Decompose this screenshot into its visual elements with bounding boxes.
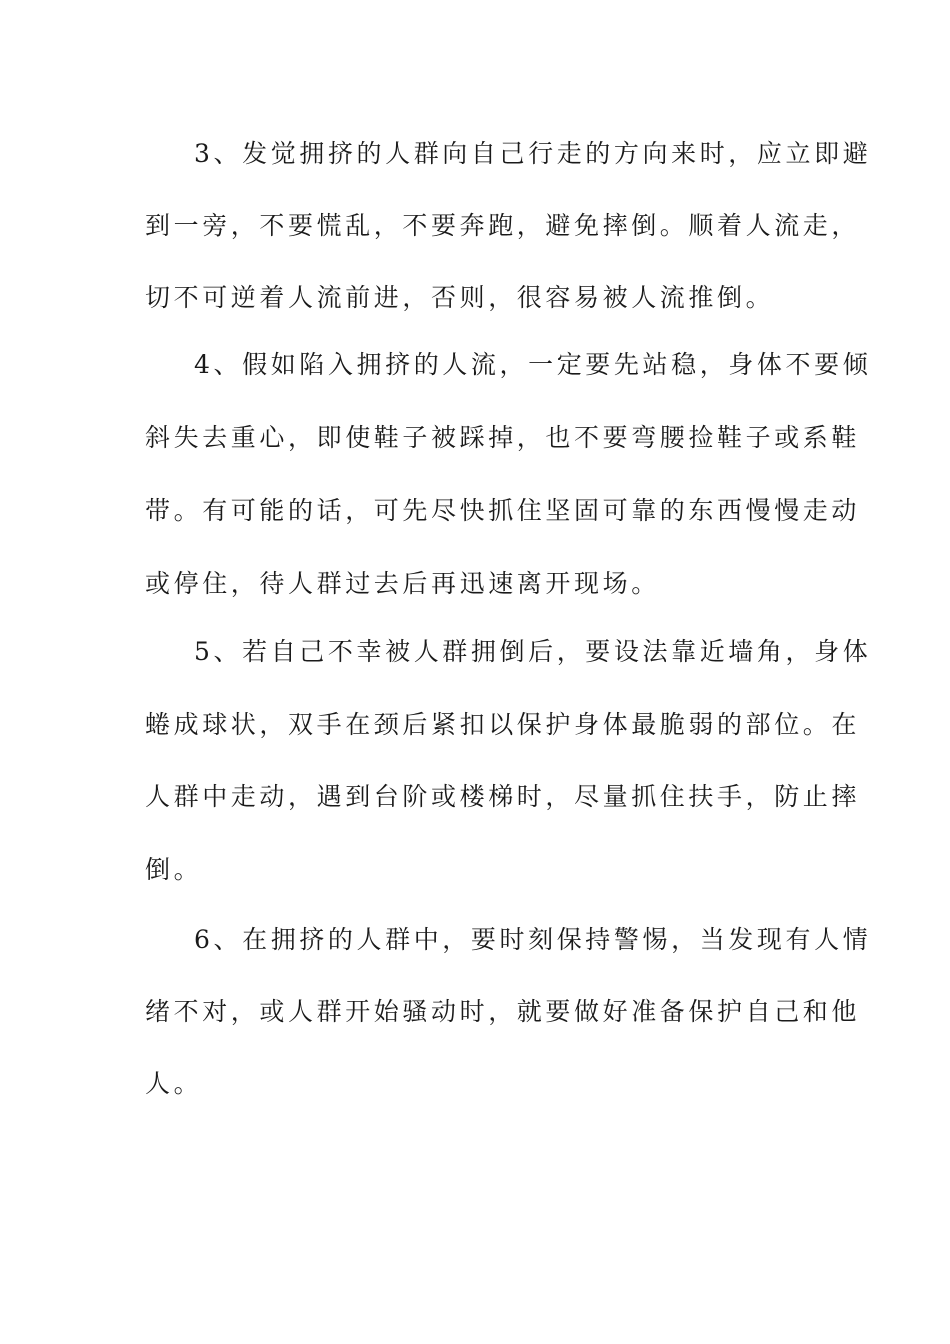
paragraph-6-line-1: 6、在拥挤的人群中，要时刻保持警惕，当发现有人情: [194, 925, 872, 954]
paragraph-4-line-2: 斜失去重心，即使鞋子被踩掉，也不要弯腰捡鞋子或系鞋: [145, 423, 861, 452]
paragraph-4-line-1: 4、假如陷入拥挤的人流，一定要先站稳，身体不要倾: [194, 350, 872, 379]
paragraph-5-line-1: 5、若自己不幸被人群拥倒后，要设法靠近墙角，身体: [194, 637, 872, 666]
paragraph-5-line-2: 蜷成球状，双手在颈后紧扣以保护身体最脆弱的部位。在: [145, 710, 861, 739]
paragraph-4-line-4: 或停住，待人群过去后再迅速离开现场。: [145, 569, 660, 598]
paragraph-5-line-4: 倒。: [145, 855, 203, 884]
paragraph-6-line-2: 绪不对，或人群开始骚动时，就要做好准备保护自己和他: [145, 997, 861, 1026]
paragraph-6-line-3: 人。: [145, 1069, 203, 1098]
paragraph-5-line-3: 人群中走动，遇到台阶或楼梯时，尽量抓住扶手，防止摔: [145, 782, 861, 811]
paragraph-3-line-3: 切不可逆着人流前进，否则，很容易被人流推倒。: [145, 283, 775, 312]
paragraph-3-line-1: 3、发觉拥挤的人群向自己行走的方向来时，应立即避: [194, 139, 872, 168]
paragraph-3-line-2: 到一旁，不要慌乱，不要奔跑，避免摔倒。顺着人流走，: [145, 211, 861, 240]
paragraph-4-line-3: 带。有可能的话，可先尽快抓住坚固可靠的东西慢慢走动: [145, 496, 861, 525]
